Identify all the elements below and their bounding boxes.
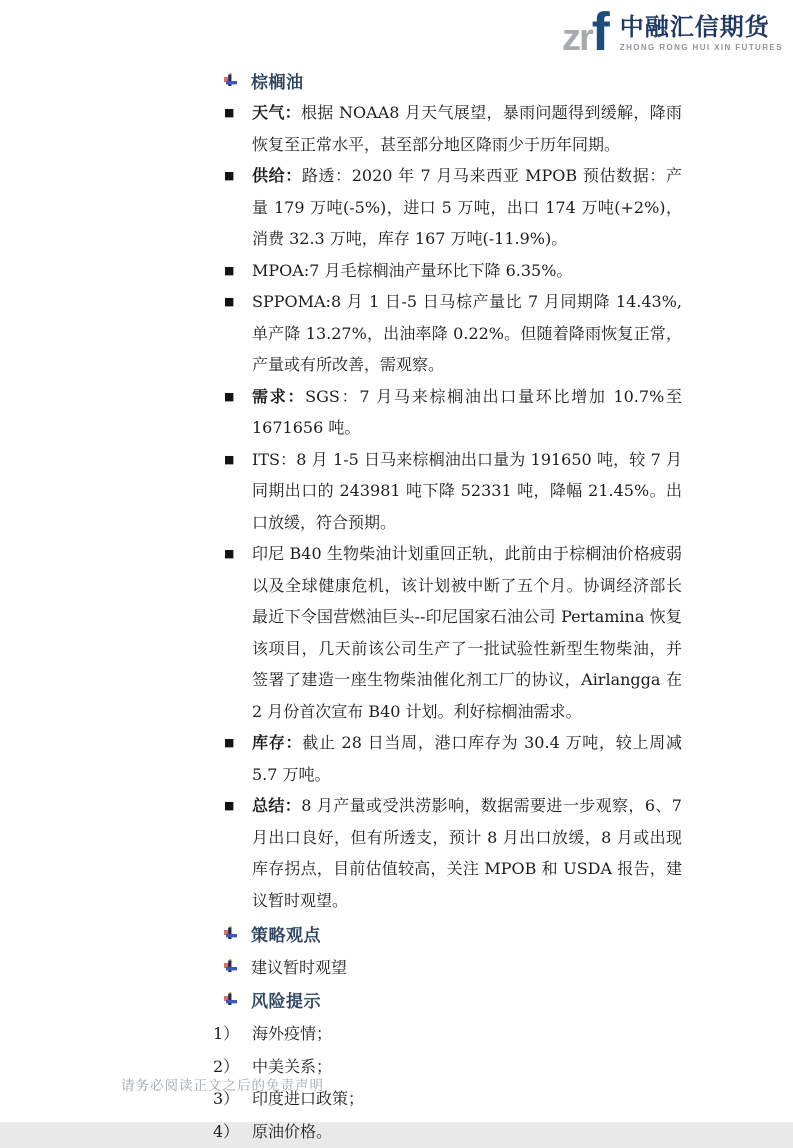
logo-text-block bbox=[620, 16, 783, 52]
risk-item bbox=[213, 1018, 682, 1051]
strategy-point-row bbox=[224, 950, 682, 982]
company-logo bbox=[562, 14, 783, 52]
section-title-risk: 风险提示 bbox=[251, 987, 321, 1012]
item-text: 8 月产量或受洪涝影响，数据需要进一步观察，6、7 月出口良好，但有所透支，预计 8 月出口放缓，8 月或出现库存拐点，目前估值较高，关注 MPOB 和 USDA 报告，建议暂时观望。 bbox=[252, 796, 682, 910]
section-header-risk bbox=[224, 982, 682, 1016]
risk-item-number: 2） bbox=[213, 1051, 252, 1084]
logo-zrf-mark bbox=[562, 14, 610, 52]
section-header-strategy bbox=[224, 916, 682, 950]
list-item-weather bbox=[224, 97, 682, 160]
risk-item-text: 中美关系； bbox=[252, 1051, 332, 1084]
square-bullet-icon: ■ bbox=[224, 97, 252, 160]
risk-item-text: 印度进口政策； bbox=[252, 1083, 364, 1116]
logo-letter-f: f bbox=[592, 14, 610, 52]
square-bullet-icon: ■ bbox=[224, 160, 252, 255]
item-text: 截止 28 日当周，港口库存为 30.4 万吨，较上周减 5.7 万吨。 bbox=[252, 733, 682, 784]
list-item-its bbox=[224, 444, 682, 539]
item-text: 路透：2020 年 7 月马来西亚 MPOB 预估数据：产量 179 万吨(-5%)，进口 5 万吨，出口 174 万吨(+2%)，消费 32.3 万吨，库存 167 万吨(-11.9%)。 bbox=[252, 166, 682, 248]
item-label: 库存： bbox=[252, 733, 302, 752]
item-text: SGS：7 月马来棕榈油出口量环比增加 10.7%至 1671656 吨。 bbox=[252, 387, 682, 438]
list-item-supply bbox=[224, 160, 682, 255]
item-text: 根据 NOAA8 月天气展望，暴雨问题得到缓解，降雨恢复至正常水平，甚至部分地区降雨少于历年同期。 bbox=[252, 103, 682, 154]
risk-item-number: 4） bbox=[213, 1116, 252, 1148]
square-bullet-icon: ■ bbox=[224, 444, 252, 539]
logo-company-name-en: ZHONG RONG HUI XIN FUTURES bbox=[620, 43, 783, 52]
footer-disclaimer: 请务必阅读正文之后的免责声明 bbox=[121, 1074, 324, 1094]
square-bullet-icon: ■ bbox=[224, 286, 252, 381]
risk-item-number: 3） bbox=[213, 1083, 252, 1116]
square-bullet-icon: ■ bbox=[224, 727, 252, 790]
item-label: 需求： bbox=[252, 387, 305, 406]
palm-oil-bullet-list bbox=[224, 97, 682, 916]
square-bullet-icon: ■ bbox=[224, 790, 252, 916]
list-item-mpoa bbox=[224, 255, 682, 287]
clover-bullet-icon bbox=[224, 926, 237, 940]
risk-item-text: 海外疫情； bbox=[252, 1018, 332, 1051]
strategy-point-text: 建议暂时观望 bbox=[251, 955, 347, 978]
item-label: 天气： bbox=[252, 103, 301, 122]
item-text: SPPOMA:8 月 1 日-5 日马棕产量比 7 月同期降 14.43%,单产降 13.27%，出油率降 0.22%。但随着降雨恢复正常，产量或有所改善，需观察。 bbox=[252, 292, 682, 374]
list-item-sppoma bbox=[224, 286, 682, 381]
list-item-demand bbox=[224, 381, 682, 444]
item-text: ITS：8 月 1-5 日马来棕榈油出口量为 191650 吨，较 7 月同期出口的 243981 吨下降 52331 吨，降幅 21.45%。出口放缓，符合预期。 bbox=[252, 450, 682, 532]
list-item-summary bbox=[224, 790, 682, 916]
clover-bullet-icon bbox=[224, 959, 237, 973]
section-title-strategy: 策略观点 bbox=[251, 921, 321, 946]
list-item-inventory bbox=[224, 727, 682, 790]
clover-bullet-icon bbox=[224, 73, 237, 87]
item-text: MPOA:7 月毛棕榈油产量环比下降 6.35%。 bbox=[252, 261, 572, 280]
square-bullet-icon: ■ bbox=[224, 381, 252, 444]
clover-bullet-icon bbox=[224, 992, 237, 1006]
risk-item bbox=[213, 1116, 682, 1148]
square-bullet-icon: ■ bbox=[224, 538, 252, 727]
risk-item-text: 原油价格。 bbox=[252, 1116, 332, 1148]
report-body bbox=[224, 63, 682, 1148]
risk-item-number: 1） bbox=[213, 1018, 252, 1051]
section-title-palm-oil: 棕榈油 bbox=[251, 68, 304, 93]
logo-company-name-cn: 中融汇信期货 bbox=[620, 16, 783, 40]
logo-letters-zr: zr bbox=[562, 24, 592, 52]
item-label: 供给： bbox=[252, 166, 302, 185]
section-header-palm-oil bbox=[224, 63, 682, 97]
item-label: 总结： bbox=[252, 796, 301, 815]
square-bullet-icon: ■ bbox=[224, 255, 252, 287]
list-item-b40 bbox=[224, 538, 682, 727]
item-text: 印尼 B40 生物柴油计划重回正轨，此前由于棕榈油价格疲弱以及全球健康危机，该计划被中断了五个月。协调经济部长最近下令国营燃油巨头--印尼国家石油公司 Pertamina 恢复该项目，几天前该公司生产了一批试验性新型生物柴油，并签署了建造一座生物柴油催化剂工厂的协议，Airlangga 在 2 月份首次宣布 B40 计划。利好棕榈油需求。 bbox=[252, 544, 682, 721]
